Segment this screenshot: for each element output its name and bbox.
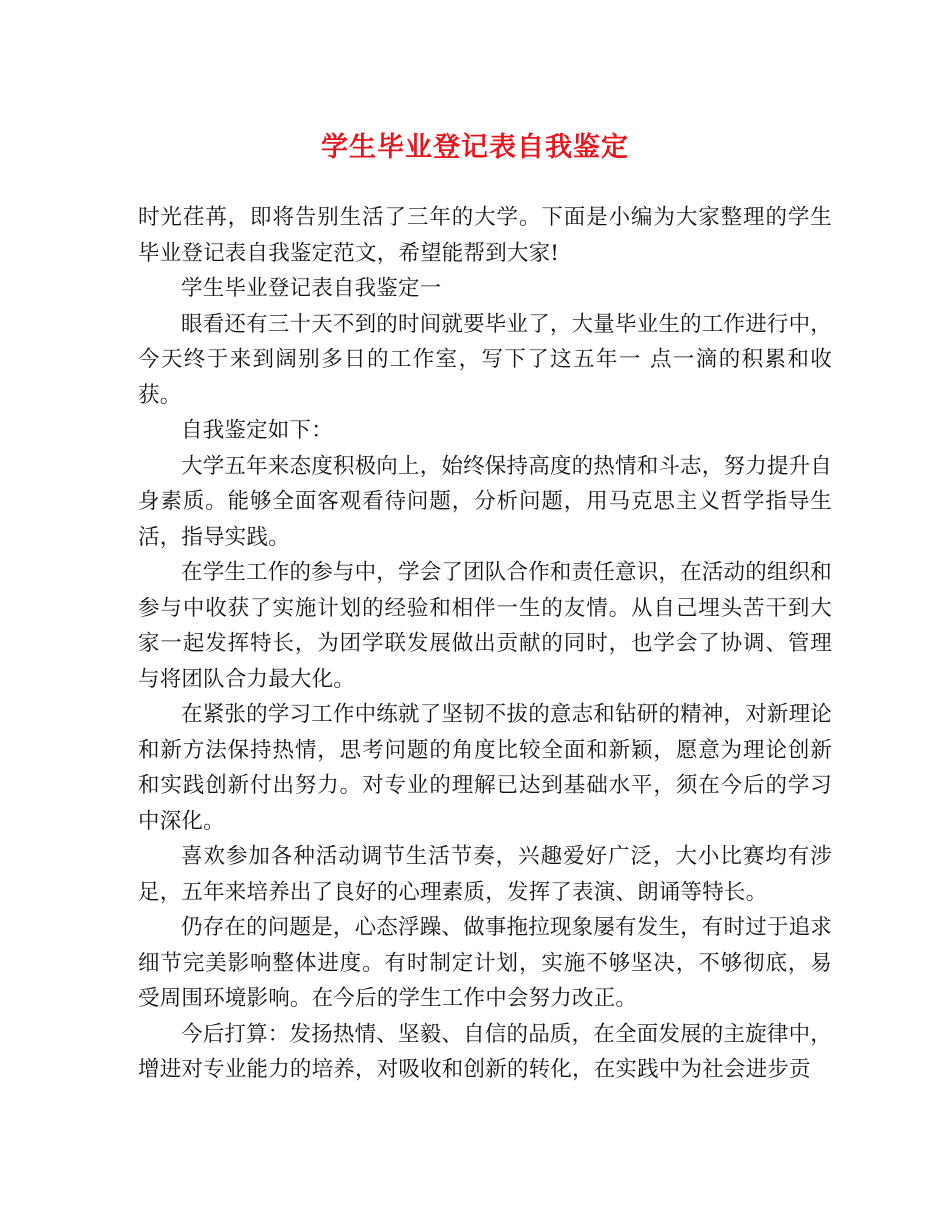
- body-paragraph: 仍存在的问题是，心态浮躁、做事拖拉现象屡有发生，有时过于追求细节完美影响整体进度。有时制定计划，实施不够坚决，不够彻底，易受周围环境影响。在今后的学生工作中会努力改正。: [138, 915, 833, 1011]
- intro-paragraph: 时光荏苒，即将告别生活了三年的大学。下面是小编为大家整理的学生毕业登记表自我鉴定范文，希望能帮到大家!: [138, 205, 832, 266]
- body-paragraph: 大学五年来态度积极向上，始终保持高度的热情和斗志，努力提升自身素质。能够全面客观看待问题，分析问题，用马克思主义哲学指导生活，指导实践。: [138, 453, 833, 550]
- body-paragraph: 今后打算：发扬热情、坚毅、自信的品质，在全面发展的主旋律中，增进对专业能力的培养，对吸收和创新的转化，在实践中为社会进步贡: [138, 1021, 833, 1082]
- document-body: [138, 200, 832, 1088]
- section-heading: 学生毕业登记表自我鉴定一: [181, 276, 442, 301]
- body-paragraph: 在学生工作的参与中，学会了团队合作和责任意识，在活动的组织和参与中收获了实施计划的经验和相伴一生的友情。从自己埋头苦干到大家一起发挥特长，为团学联发展做出贡献的同时，也学会了协调、管理与将团队合力最大化。: [138, 560, 833, 692]
- body-paragraph: 在紧张的学习工作中练就了坚韧不拔的意志和钻研的精神，对新理论和新方法保持热情，思考问题的角度比较全面和新颖，愿意为理论创新和实践创新付出努力。对专业的理解已达到基础水平，须在今后的学习中深化。: [138, 702, 833, 834]
- document-title: 学生毕业登记表自我鉴定: [321, 132, 629, 163]
- body-paragraph: 自我鉴定如下：: [181, 418, 333, 443]
- body-paragraph: 喜欢参加各种活动调节生活节奏，兴趣爱好广泛，大小比赛均有涉足，五年来培养出了良好的心理素质，发挥了表演、朗诵等特长。: [138, 844, 832, 905]
- body-paragraph: 眼看还有三十天不到的时间就要毕业了，大量毕业生的工作进行中，今天终于来到阔别多日的工作室，写下了这五年一 点一滴的积累和收获。: [138, 311, 833, 408]
